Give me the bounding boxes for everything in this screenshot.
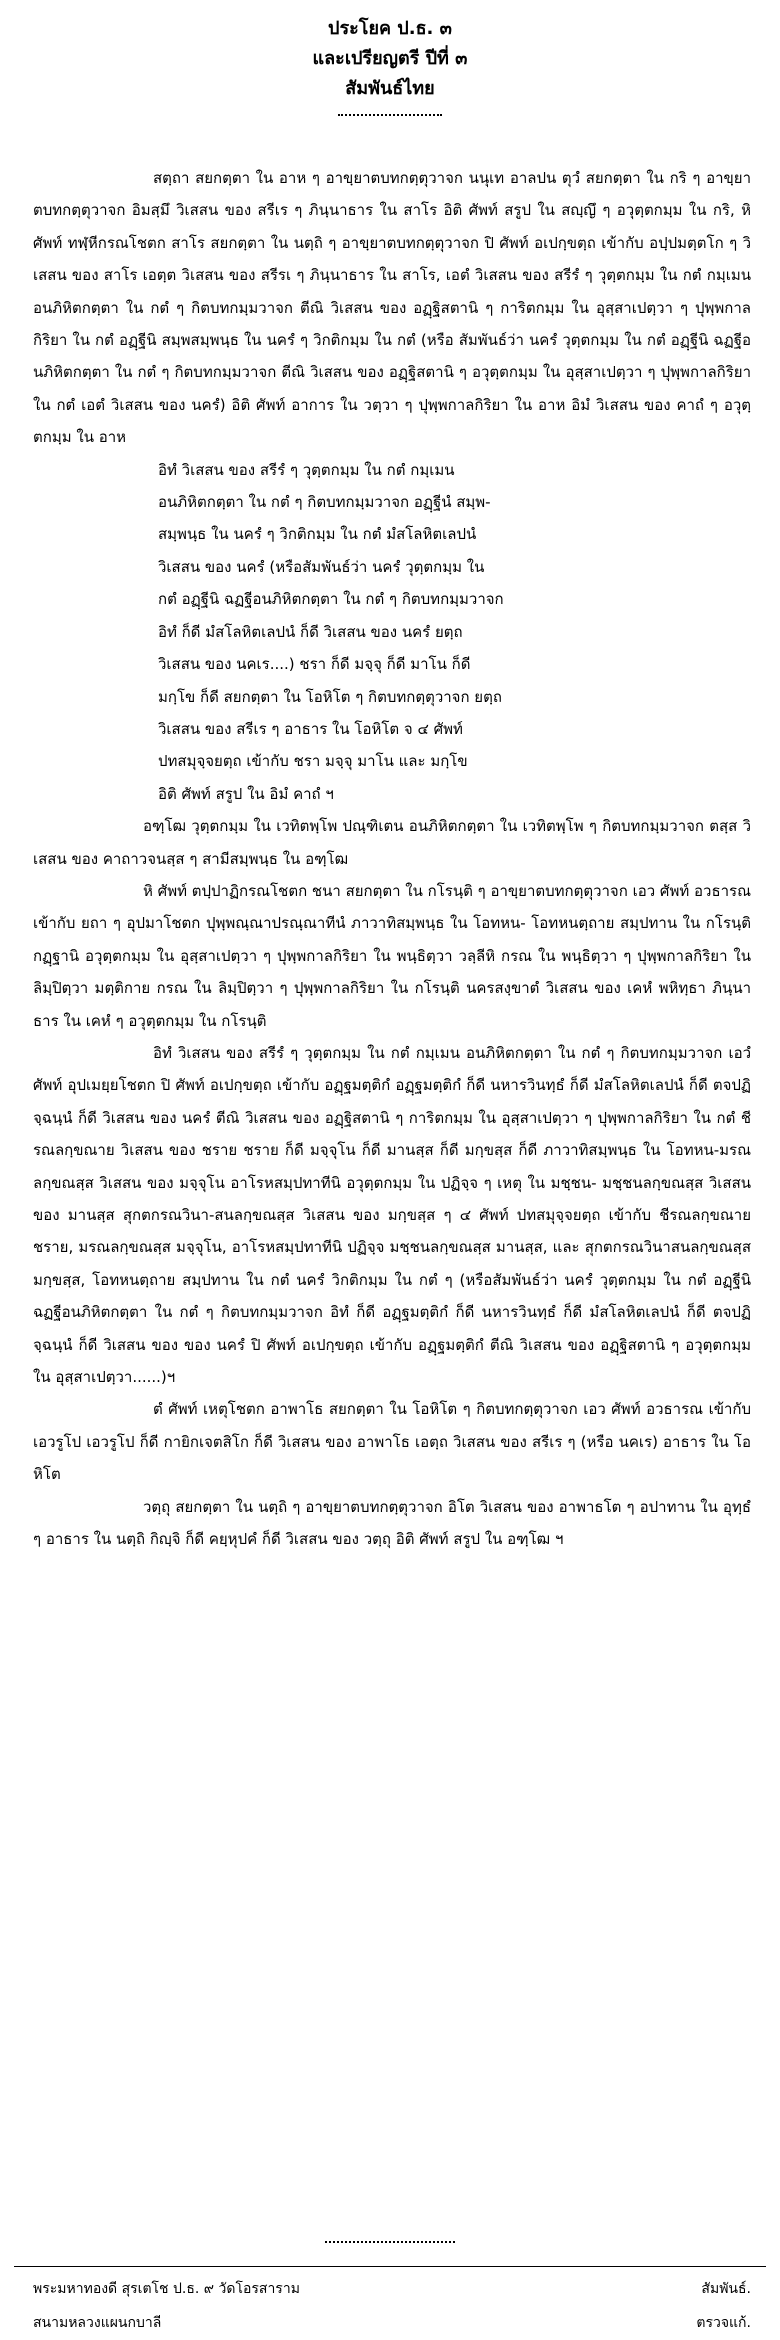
author-name: พระมหาทองดี สุรเตโช ป.ธ. ๙ วัดโอรสาราม: [33, 2281, 300, 2297]
verse-line: อนภิหิตกตฺตา ใน กตํ ๆ กิตบทกมฺมวาจก อฏฺฐีนํ สมฺพ-: [158, 493, 491, 512]
verse-line: อิทํ วิเสสน ของ สรีรํ ๆ วุตฺตกมฺม ใน กตํ กมฺเมน: [158, 460, 455, 479]
paragraph-6: วตฺถุ สยกตฺตา ใน นตฺถิ ๆ อาขฺยาตบทกตฺตุวาจก อิโต วิเสสน ของ อาพาธโต ๆ อปาทาน ใน อุทฺธํ ๆ อาธาร ใน นตฺถิ กิญฺจิ ก็ดี คยฺหุปคํ ก็ดี วิเสสน ของ วตฺถุ อิติ ศัพท์ สรูป ใน อฑฺโฒ ฯ: [33, 1497, 751, 1549]
exam-grade-title: และเปรียญตรี ปีที่ ๓: [312, 48, 468, 69]
paragraph-2: อฑฺโฒ วุตฺตกมฺม ใน เวทิตพฺโพ ปณฺฑิเตน อนภิหิตกตฺตา ใน เวทิตพฺโพ ๆ กิตบทกมฺมวาจก ตสฺส วิเสสน ของ คาถาวจนสฺส ๆ สามีสมฺพนฺธ ใน อฑฺโฒ: [33, 817, 751, 868]
office-name: สนามหลวงแผนกบาลี: [33, 2315, 162, 2331]
office-role: ตรวจแก้.: [696, 2315, 751, 2331]
document-footer: [33, 2272, 751, 2340]
document-header: [0, 14, 780, 116]
paragraph-1: สตฺถา สยกตฺตา ใน อาห ๆ อาขฺยาตบทกตฺตุวาจก นนุเท อาลปน ตุวํ สยกตฺตา ใน กริ ๆ อาขฺยาตบทกตฺตุวาจก อิมสฺมึ วิเสสน ของ สรีเร ๆ ภินฺนาธาร ใน สาโร อิติ ศัพท์ สรูป ใน สญฺญึ ๆ อวุตฺตกมฺม ใน กริ, หิ ศัพท์ ทฬฺหีกรณโชตก สาโร สยกตฺตา ใน นตฺถิ ๆ อาขฺยาตบทกตฺตุวาจก ปิ ศัพท์ อเปกฺขตฺถ เข้ากับ อปฺปมตฺตโก ๆ วิเสสน ของ สาโร เอตฺต วิเสสน ของ สรีรเ ๆ ภินฺนาธาร ใน สาโร, เอตํ วิเสสน ของ สรีรํ ๆ วุตฺตกมฺม ใน กตํ กมฺเมน อนภิหิตกตฺตา ใน กตํ ๆ กิตบทกมฺมวาจก ตีณิ วิเสสน ของ อฏฺฐิสตานิ ๆ การิตกมฺม ใน อุสฺสาเปตฺวา ๆ ปุพฺพกาลกิริยา ใน กตํ อฏฺฐีนิ สมฺพสมฺพนฺธ ใน นครํ ๆ วิกติกมฺม ใน กตํ (หรือ สัมพันธ์ว่า นครํ วุตฺตกมฺม ใน กตํ อฏฺฐีนิ ฉฏฐีอนภิหิตกตฺตา ใน กตํ ๆ กิตบทกมฺมวาจก ตีณิ วิเสสน ของ อฏฺฐิสตานิ ๆ อวุตฺตกมฺม ใน อุสฺสาเปตฺวา ๆ ปุพฺพกาลกิริยา ใน กตํ เอตํ วิเสสน ของ นครํ) อิติ ศัพท์ อาการ ใน วตฺวา ๆ ปุพฺพกาลกิริยา ใน อาห อิมํ วิเสสน ของ คาถํ ๆ อวุตฺตกมฺม ใน อาห: [33, 169, 751, 447]
verse-line: สมฺพนฺธ ใน นครํ ๆ วิกติกมฺม ใน กตํ มํสโลหิตเลปนํ: [158, 525, 477, 544]
verse-line: วิเสสน ของ สรีเร ๆ อาธาร ใน โอหิโต จ ๔ ศัพท์: [158, 719, 463, 738]
title-dotted-rule: [338, 114, 442, 116]
subject-title: สัมพันธ์ไทย: [345, 78, 435, 99]
footer-row-office: [33, 2306, 751, 2340]
exam-level-title: ประโยค ป.ธ. ๓: [328, 18, 452, 39]
paragraph-3: หิ ศัพท์ ตปฺปาฏิกรณโชตก ชนา สยกตฺตา ใน กโรนฺติ ๆ อาขฺยาตบทกตฺตุวาจก เอว ศัพท์ อวธารณ เข้ากับ ยถา ๆ อุปมาโชตก ปุพฺพณฺณาปรณฺณาทีนํ ภาวาทิสมฺพนฺธ ใน โอทหน- โอทหนตฺถาย สมฺปทาน ใน กโรนฺติ กฏฺฐานิ อวุตฺตกมฺม ใน อุสฺสาเปตฺวา ๆ ปุพฺพกาลกิริยา ใน พนฺธิตฺวา วลฺลีหิ กรณ ใน พนฺธิตฺวา ๆ ปุพฺพกาลกิริยา ใน ลิมฺปิตฺวา มตฺติกาย กรณ ใน ลิมฺปิตฺวา ๆ ปุพฺพกาลกิริยา ใน กโรนฺติ นครสงฺขาตํ วิเสสน ของ เคหํ พหิทฺธา ภินฺนาธาร ใน เคหํ ๆ อวุตฺตกมฺม ใน กโรนฺติ: [33, 881, 751, 1030]
verse-line: อิติ ศัพท์ สรูป ใน อิมํ คาถํ ฯ: [158, 784, 334, 803]
verse-line: วิเสสน ของ นครํ (หรือสัมพันธ์ว่า นครํ วุตฺตกมฺม ใน: [158, 557, 485, 576]
answer-body: [33, 162, 751, 1555]
paragraph-5: ตํ ศัพท์ เหตุโชตก อาพาโธ สยกตฺตา ใน โอหิโต ๆ กิตบทกตฺตุวาจก เอว ศัพท์ อวธารณ เข้ากับ เอวรูโป เอวรูโป ก็ดี กายิกเจตสิโก ก็ดี วิเสสน ของ อาพาโธ เอตฺถ วิเสสน ของ สรีเร ๆ (หรือ นคเร) อาธาร ใน โอหิโต: [33, 1400, 751, 1484]
verse-line: มกฺโข ก็ดี สยกตฺตา ใน โอหิโต ๆ กิตบทกตฺตุวาจก ยตฺถ: [158, 687, 502, 706]
verse-line: กตํ อฏฺฐีนิ ฉฏฐีอนภิหิตกตฺตา ใน กตํ ๆ กิตบทกมฺมวาจก: [158, 590, 504, 609]
footer-divider: [14, 2266, 766, 2267]
footer-row-author: [33, 2272, 751, 2306]
verse-line: อิทํ ก็ดี มํสโลหิตเลปนํ ก็ดี วิเสสน ของ นครํ ยตฺถ: [158, 622, 463, 641]
verse-line: วิเสสน ของ นคเร....) ชรา ก็ดี มจฺจุ ก็ดี มาโน ก็ดี: [158, 655, 471, 674]
author-role: สัมพันธ์.: [701, 2281, 751, 2297]
verse-block: [33, 454, 751, 810]
verse-line: ปทสมุจฺจยตฺถ เข้ากับ ชรา มจฺจุ มาโน และ มกฺโข: [158, 752, 468, 771]
paragraph-4: อิทํ วิเสสน ของ สรีรํ ๆ วุตฺตกมฺม ใน กตํ กมฺเมน อนภิหิตกตฺตา ใน กตํ ๆ กิตบทกมฺมวาจก เอวํ ศัพท์ อุปเมยฺยโชตก ปิ ศัพท์ อเปกฺขตฺถ เข้ากับ อฏฺฐมตฺติกํ อฏฺฐมตฺติกํ ก็ดี นหารวินทฺธํ ก็ดี มํสโลหิตเลปนํ ก็ดี ตจปฏิจฺฉนฺนํ ก็ดี วิเสสน ของ นครํ ตีณิ วิเสสน ของ อฏฺฐิสตานิ ๆ การิตกมฺม ใน อุสฺสาเปตฺวา ๆ ปุพฺพกาลกิริยา ใน กตํ ชีรณลกฺขณาย วิเสสน ของ ชราย ชราย ก็ดี มจฺจุโน ก็ดี มานสฺส ก็ดี มกฺขสฺส ก็ดี ภาวาทิสมฺพนฺธ ใน โอทหน-มรณลกฺขณสฺส วิเสสน ของ มจฺจุโน อาโรหสมฺปทาทีนิ อวุตฺตกมฺม ใน ปฏิจฺจ ๆ เหตุ ใน มชฺชน- มชฺชนลกฺขณสฺส วิเสสน ของ มานสฺส สุกตกรณวินา-สนลกฺขณสฺส วิเสสน ของ มกฺขสฺส ๆ ๔ ศัพท์ ปทสมุจฺจยตฺถ เข้ากับ ชีรณลกฺขณาย ชราย, มรณลกฺขณสฺส มจฺจุโน, อาโรหสมฺปทาทีนิ ปฏิจฺจ มชฺชนลกฺขณสฺส มานสฺส, และ สุกตกรณวินาสนลกฺขณสฺส มกฺขสฺส, โอทหนตฺถาย สมฺปทาน ใน กตํ นครํ วิกติกมฺม ใน กตํ ๆ (หรือสัมพันธ์ว่า นครํ วุตฺตกมฺม ใน กตํ อฏฺฐีนิ ฉฏฐีอนภิหิตกตฺตา ใน กตํ ๆ กิตบทกมฺมวาจก อิทํ ก็ดี อฏฺฐมตฺติกํ ก็ดี นหารวินทฺธํ ก็ดี มํสโลหิตเลปนํ ก็ดี ตจปฏิจฺฉนฺนํ ก็ดี วิเสสน ของ ของ นครํ ปิ ศัพท์ อเปกฺขตฺถ เข้ากับ อฏฺฐมตฺติกํ ตีณิ วิเสสน ของ อฏฺฐิสตานิ ๆ อวุตฺตกมฺม ใน อุสฺสาเปตฺวา......)ฯ: [33, 1043, 751, 1387]
end-dotted-rule: [0, 2229, 780, 2247]
